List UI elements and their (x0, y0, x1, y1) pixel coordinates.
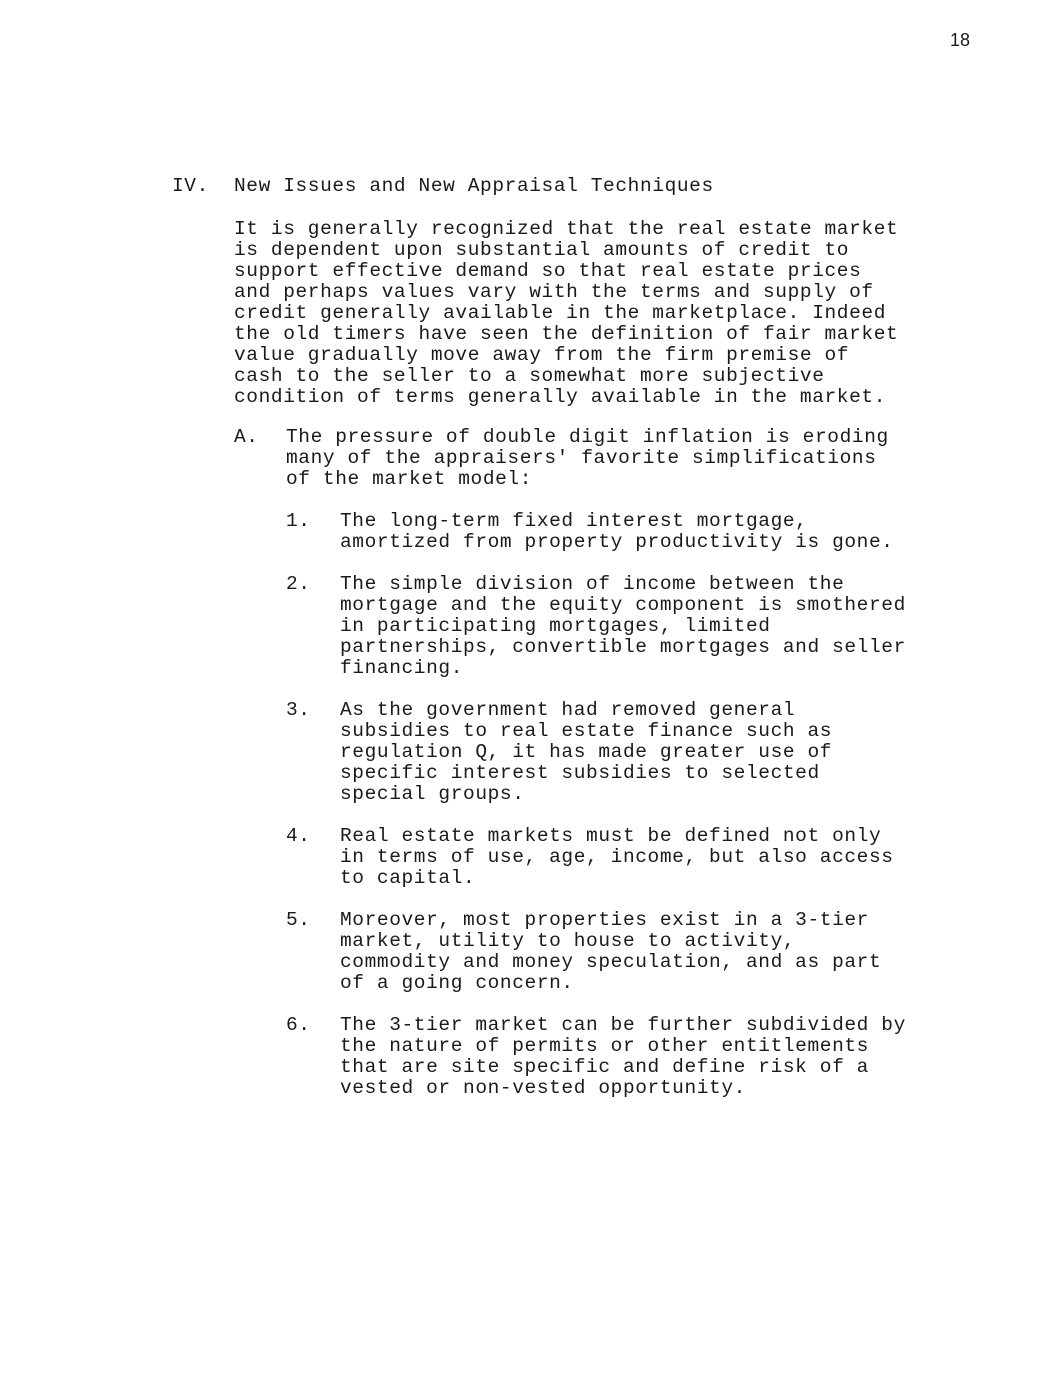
page-number: 18 (950, 30, 971, 50)
list-item-text-4: Real estate markets must be defined not only in terms of use, age, income, but also access to capital. (340, 825, 894, 889)
list-item-number-4: 4. (286, 825, 311, 847)
intro-paragraph: It is generally recognized that the real estate market is dependent upon substantial amounts of credit to support effective demand so that real estate prices and perhaps values vary with the terms and supply of credit generally available in the marketplace. Indeed the old timers have seen the definition of fair market value gradually move away from the firm premise of cash to the seller to a somewhat more subjective condition of terms generally available in the market. (234, 218, 899, 408)
list-item-number-2: 2. (286, 573, 311, 595)
list-item-number-5: 5. (286, 909, 311, 931)
list-item-number-1: 1. (286, 510, 311, 532)
list-item-text-2: The simple division of income between the mortgage and the equity component is smothered in participating mortgages, limited partnerships, convertible mortgages and seller financing. (340, 573, 906, 679)
subsection-letter: A. (234, 426, 259, 448)
list-item-text-6: The 3-tier market can be further subdivided by the nature of permits or other entitlements that are site specific and define risk of a vested or non-vested opportunity. (340, 1014, 906, 1099)
list-item-number-3: 3. (286, 699, 311, 721)
list-item-text-5: Moreover, most properties exist in a 3-tier market, utility to house to activity, commodity and money speculation, and as part of a going concern. (340, 909, 882, 994)
list-item-text-1: The long-term fixed interest mortgage, amortized from property productivity is gone. (340, 510, 894, 553)
list-item-number-6: 6. (286, 1014, 311, 1036)
list-item-text-3: As the government had removed general subsidies to real estate finance such as regulation Q, it has made greater use of specific interest subsidies to selected special groups. (340, 699, 833, 805)
subsection-text: The pressure of double digit inflation is eroding many of the appraisers' favorite simplifications of the market model: (286, 426, 889, 490)
section-heading: New Issues and New Appraisal Techniques (234, 175, 714, 197)
section-numeral: IV. (172, 175, 209, 197)
